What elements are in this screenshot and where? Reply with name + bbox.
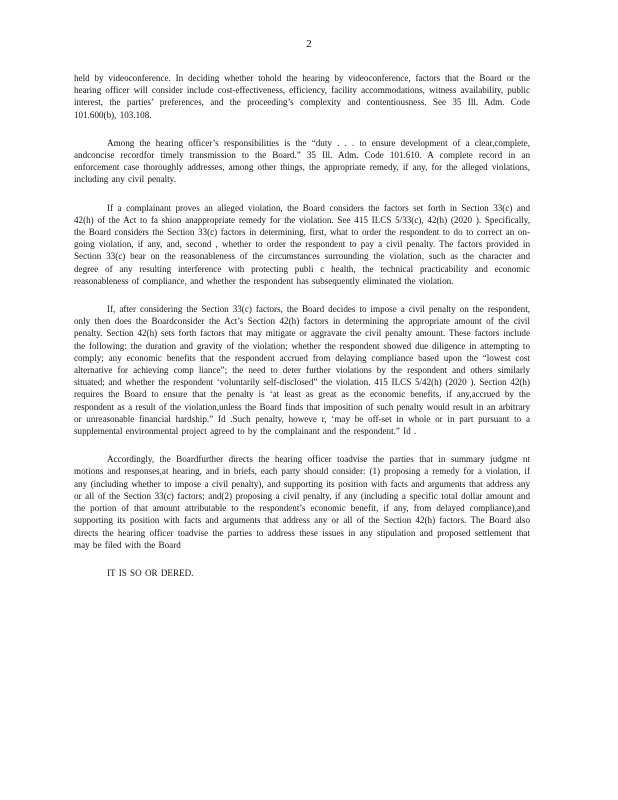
paragraph-hearing-officer-responsibilities: Among the hearing officer’s responsibilities is the “duty . . . to ensure development of a clear,complete, andconcise recordfor timely transmission to the Board.” 35 Ill. Adm. Code 101.610. A complete record in an enforcement case thoroughly addresses, among other things, the appropriate remedy, if any, for the alleged violations, including any civil penalty. bbox=[74, 137, 530, 185]
closing-order: IT IS SO OR DERED. bbox=[107, 567, 194, 578]
paragraph-videoconference: held by videoconference. In deciding whether tohold the hearing by videoconference, factors that the Board or the hearing officer will consider include cost-effectiveness, efficiency, facility accommodations, witness availability, public interest, the parties’ preferences, and the proceeding’s complexity and contentiousness. See 35 Ill. Adm. Code 101.600(b), 103.108. bbox=[74, 73, 530, 120]
paragraph-section-42h-factors: If, after considering the Section 33(c) factors, the Board decides to impose a civil penalty on the respondent, only then does the Boardconsider the Act’s Section 42(h) factors in determining the appropriate amount of the civil penalty. Section 42(h) sets forth factors that may mitigate or aggravate the civil penalty amount. These factors include the following: the duration and gravity of the violation; whether the respondent showed due diligence in attempting to comply; any economic benefits that the respondent accrued from delaying compliance based upon the “lowest cost alternative for achieving comp liance”; the need to deter further violations by the respondent and others similarly situated; and whether the respondent ‘voluntarily self-disclosed” the violation. 415 ILCS 5/42(h) (2020 ). Section 42(h) requires the Board to ensure that the penalty is ‘at least as great as the economic benefits, if any,accrued by the respondent as a result of the violation,unless the Board finds that imposition of such penalty would result in an arbitrary or unreasonable financial hardship.” Id .Such penalty, howeve r, ‘may be off-set in whole or in part pursuant to a supplemental environmental project agreed to by the complainant and the respondent.” Id . bbox=[74, 304, 530, 437]
document-body bbox=[74, 72, 530, 579]
page-number: 2 bbox=[306, 38, 312, 50]
paragraph-section-33c-factors: If a complainant proves an alleged violation, the Board considers the factors set forth in Section 33(c) and 42(h) of the Act to fa shion anappropriate remedy for the violation. See 415 ILCS 5/33(c), 42(h) (2020 ). Specifically, the Board considers the Section 33(c) factors in determining, first, what to order the respondent to do to correct an on-going violation, if any, and, second , whether to order the respondent to pay a civil penalty. The factors provided in Section 33(c) bear on the reasonableness of the circumstances surrounding the violation, such as the character and degree of any resulting interference with protecting publi c health, the technical practicability and economic reasonableness of compliance, and whether the respondent has subsequently eliminated the violation. bbox=[74, 202, 530, 286]
paragraph-directions-to-parties: Accordingly, the Boardfurther directs the hearing officer toadvise the parties that in summary judgme nt motions and responses,at hearing, and in briefs, each party should consider: (1) proposing a remedy for a violation, if any (including whether to impose a civil penalty), and supporting its position with facts and arguments that address any or all of the Section 33(c) factors; and(2) proposing a civil penalty, if any (including a specific total dollar amount and the portion of that amount attributable to the respondent’s economic benefit, if any, from delayed compliance),and supporting its position with facts and arguments that address any or all of the Section 42(h) factors. The Board also directs the hearing officer toadvise the parties to address these issues in any stipulation and proposed settlement that may be filed with the Board bbox=[74, 454, 530, 550]
